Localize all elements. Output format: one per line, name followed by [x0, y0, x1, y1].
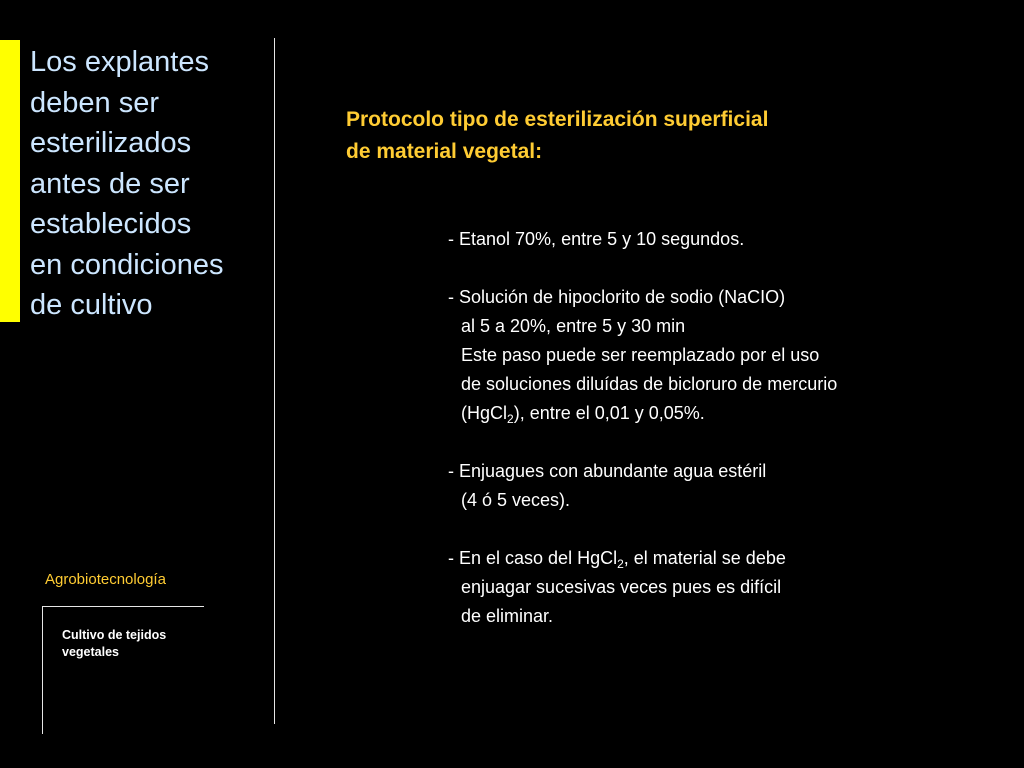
slide-title-line: deben ser — [30, 86, 159, 119]
step-gap — [448, 428, 837, 457]
step-line: - Solución de hipoclorito de sodio (NaCIO) — [448, 287, 786, 307]
footer-frame-vertical — [42, 606, 43, 734]
slide-title-line: esterilizados — [30, 127, 192, 159]
step-gap — [448, 515, 837, 544]
slide-title-line: establecidos — [30, 208, 192, 240]
formula-text: (HgCl — [461, 403, 508, 423]
step-line: al 5 a 20%, entre 5 y 30 min — [461, 316, 686, 336]
step-line — [448, 544, 837, 573]
step-line: - Enjuagues con abundante agua estéril — [448, 461, 767, 481]
vertical-divider — [274, 38, 275, 724]
slide-title-line: Los explantes — [30, 46, 209, 78]
course-label-line: vegetales — [62, 645, 119, 659]
footer-frame-horizontal — [42, 606, 204, 607]
step-rinse — [448, 457, 837, 515]
step-mercury-rinse — [448, 544, 837, 631]
step-text: - En el caso del HgCl — [448, 548, 618, 568]
step-line — [448, 399, 837, 428]
protocol-heading-line: de material vegetal: — [346, 140, 543, 163]
step-line: de eliminar. — [461, 606, 554, 626]
slide-title — [30, 42, 270, 326]
step-line: - Etanol 70%, entre 5 y 10 segundos. — [448, 229, 745, 249]
step-hypochlorite — [448, 283, 837, 428]
protocol-steps — [448, 225, 837, 631]
protocol-heading — [346, 104, 768, 168]
step-line: enjuagar sucesivas veces pues es difícil — [461, 577, 782, 597]
step-line: (4 ó 5 veces). — [461, 490, 571, 510]
slide-title-line: de cultivo — [30, 289, 153, 321]
slide-title-line: en condiciones — [30, 248, 224, 281]
course-label-line: Cultivo de tejidos — [62, 628, 167, 642]
brand-label: Agrobiotecnología — [45, 571, 166, 588]
step-text: ), entre el 0,01 y 0,05%. — [513, 403, 705, 423]
accent-bar — [0, 40, 20, 322]
course-label — [62, 627, 166, 661]
step-line: Este paso puede ser reemplazado por el uso — [461, 345, 820, 365]
step-ethanol — [448, 225, 837, 254]
step-line: de soluciones diluídas de bicloruro de mercurio — [461, 374, 838, 394]
formula-subscript: 2 — [617, 557, 624, 571]
slide-title-line: antes de ser — [30, 167, 190, 200]
step-text: , el material se debe — [623, 548, 786, 568]
protocol-heading-line: Protocolo tipo de esterilización superficial — [346, 108, 769, 131]
step-gap — [448, 254, 837, 283]
formula-subscript: 2 — [507, 412, 514, 426]
